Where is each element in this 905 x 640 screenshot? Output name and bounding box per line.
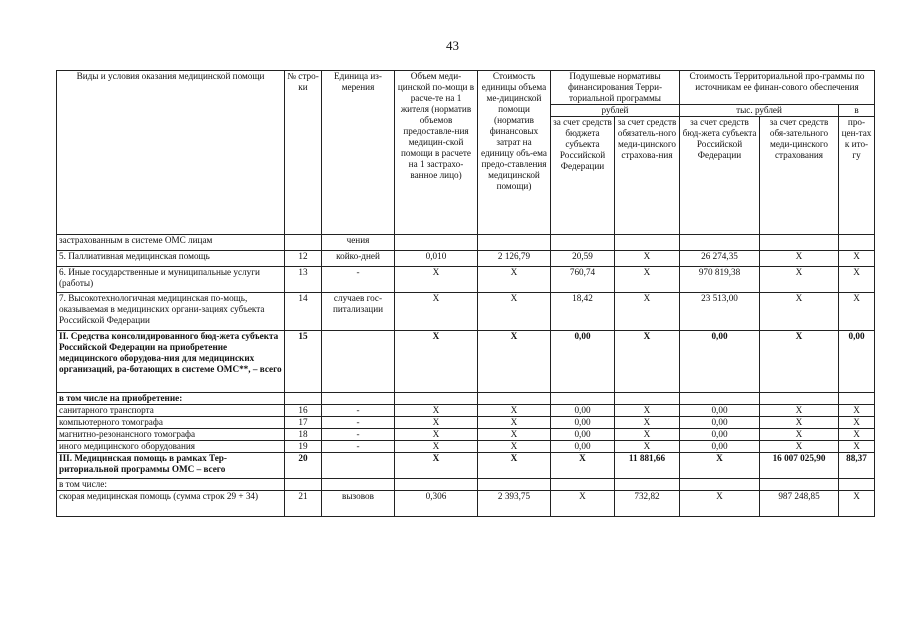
cell-co: Х xyxy=(760,293,839,331)
cell-num: 14 xyxy=(285,293,322,331)
cell-pct: 88,37 xyxy=(839,453,875,479)
cell-num: 19 xyxy=(285,441,322,453)
cell-cost: Х xyxy=(478,331,551,393)
cell-cb: 0,00 xyxy=(680,331,760,393)
cell-vol: Х xyxy=(395,405,478,417)
cell-name: 7. Высокотехнологичная медицинская по-мощь, оказываемая в медицинских органи-зациях субъекта Российской Федерации xyxy=(57,293,285,331)
cell-co: Х xyxy=(760,405,839,417)
cell-cost xyxy=(478,393,551,405)
cell-vol: Х xyxy=(395,331,478,393)
cell-pcb xyxy=(551,479,615,491)
cell-unit: - xyxy=(322,429,395,441)
cell-pco: Х xyxy=(615,429,680,441)
cell-cost: Х xyxy=(478,405,551,417)
cell-name: III. Медицинская помощь в рамках Тер-риториальной программы ОМС – всего xyxy=(57,453,285,479)
header-percent-b: про-цен-тах к ито-гу xyxy=(839,117,875,235)
cell-pct xyxy=(839,479,875,491)
cell-pco: Х xyxy=(615,331,680,393)
cell-cost: Х xyxy=(478,267,551,293)
header-pc-budget: за счет средств бюджета субъекта Российской Федерации xyxy=(551,117,615,235)
cell-pct: Х xyxy=(839,429,875,441)
cell-co xyxy=(760,235,839,251)
cell-vol: 0,306 xyxy=(395,491,478,517)
header-per-capita: Подушевые нормативы финансирования Терри-ториальной программы xyxy=(551,71,680,105)
cell-vol: Х xyxy=(395,267,478,293)
cell-unit xyxy=(322,479,395,491)
header-kind: Виды и условия оказания медицинской помощи xyxy=(57,71,285,235)
cell-num: 13 xyxy=(285,267,322,293)
cell-unit: - xyxy=(322,417,395,429)
cell-num xyxy=(285,393,322,405)
cell-vol: Х xyxy=(395,417,478,429)
cell-name: 5. Паллиативная медицинская помощь xyxy=(57,251,285,267)
cell-pct: Х xyxy=(839,405,875,417)
cell-vol xyxy=(395,235,478,251)
header-percent-a: в xyxy=(839,105,875,117)
cell-cb xyxy=(680,393,760,405)
cell-unit: - xyxy=(322,267,395,293)
cell-vol: Х xyxy=(395,453,478,479)
cell-cost: Х xyxy=(478,453,551,479)
cell-vol: Х xyxy=(395,429,478,441)
cell-unit: случаев гос-питализации xyxy=(322,293,395,331)
cell-vol: 0,010 xyxy=(395,251,478,267)
cell-co xyxy=(760,479,839,491)
table-row xyxy=(57,331,875,393)
cell-unit xyxy=(322,453,395,479)
cell-unit xyxy=(322,331,395,393)
cell-pct xyxy=(839,235,875,251)
cell-name: санитарного транспорта xyxy=(57,405,285,417)
cell-pco: Х xyxy=(615,441,680,453)
cell-unit: чения xyxy=(322,235,395,251)
header-volume: Объем меди-цинской по-мощи в расче-те на 1 жителя (норматив объемов предоставле-ния медицин-ской помощи в расчете на 1 застрахо-ванное лицо) xyxy=(395,71,478,235)
header-row-1 xyxy=(57,71,875,105)
table-row xyxy=(57,293,875,331)
cell-cb: 0,00 xyxy=(680,405,760,417)
table-row xyxy=(57,267,875,293)
table-row xyxy=(57,491,875,517)
cell-pcb: 0,00 xyxy=(551,429,615,441)
cell-pcb xyxy=(551,235,615,251)
cell-pct: Х xyxy=(839,267,875,293)
cell-vol xyxy=(395,479,478,491)
cell-cb: 0,00 xyxy=(680,429,760,441)
cell-pco: Х xyxy=(615,251,680,267)
table-row xyxy=(57,429,875,441)
cell-name: магнитно-резонансного томографа xyxy=(57,429,285,441)
cell-pcb xyxy=(551,393,615,405)
cell-pco: Х xyxy=(615,267,680,293)
cell-pco: 732,82 xyxy=(615,491,680,517)
table-row xyxy=(57,405,875,417)
cell-num: 20 xyxy=(285,453,322,479)
table-row xyxy=(57,251,875,267)
header-pc-oms: за счет средств обязатель-ного меди-цинского страхова-ния xyxy=(615,117,680,235)
cell-cost xyxy=(478,479,551,491)
cell-pcb: 0,00 xyxy=(551,331,615,393)
header-unit: Единица из-мерения xyxy=(322,71,395,235)
table-row xyxy=(57,235,875,251)
cell-vol: Х xyxy=(395,441,478,453)
cell-cb: 970 819,38 xyxy=(680,267,760,293)
cell-pco: Х xyxy=(615,293,680,331)
cell-pct: Х xyxy=(839,293,875,331)
cell-num: 17 xyxy=(285,417,322,429)
cell-pcb: Х xyxy=(551,453,615,479)
cell-name: иного медицинского оборудования xyxy=(57,441,285,453)
cell-cost: Х xyxy=(478,293,551,331)
cell-name: компьютерного томографа xyxy=(57,417,285,429)
table-row xyxy=(57,453,875,479)
cell-cb xyxy=(680,479,760,491)
cell-unit: вызовов xyxy=(322,491,395,517)
cell-name: 6. Иные государственные и муниципальные услуги (работы) xyxy=(57,267,285,293)
cell-pco xyxy=(615,393,680,405)
cell-co: 987 248,85 xyxy=(760,491,839,517)
cell-pct: 0,00 xyxy=(839,331,875,393)
cell-co: Х xyxy=(760,441,839,453)
cell-unit xyxy=(322,393,395,405)
header-row-number: № стро-ки xyxy=(285,71,322,235)
cell-pcb: Х xyxy=(551,491,615,517)
header-cost-budget: за счет средств бюд-жета субъекта Российской Федерации xyxy=(680,117,760,235)
cell-cost: 2 126,79 xyxy=(478,251,551,267)
cell-pco: Х xyxy=(615,405,680,417)
cell-cost: Х xyxy=(478,417,551,429)
cell-unit: - xyxy=(322,441,395,453)
table-row xyxy=(57,479,875,491)
cell-co: Х xyxy=(760,251,839,267)
cell-pct: Х xyxy=(839,491,875,517)
cell-vol: Х xyxy=(395,293,478,331)
cell-cost: 2 393,75 xyxy=(478,491,551,517)
cell-co: Х xyxy=(760,417,839,429)
cell-co: 16 007 025,90 xyxy=(760,453,839,479)
cell-cb: 26 274,35 xyxy=(680,251,760,267)
cell-name: II. Средства консолидированного бюд-жета субъекта Российской Федерации на приобретение медицинского оборудова-ния для медицинских организаций, ра-ботающих в системе ОМС**, – всего xyxy=(57,331,285,393)
table-row xyxy=(57,441,875,453)
cell-pcb: 0,00 xyxy=(551,441,615,453)
cell-name: застрахованным в системе ОМС лицам xyxy=(57,235,285,251)
table-row xyxy=(57,393,875,405)
cell-pco xyxy=(615,479,680,491)
header-unit-thousand: тыс. рублей xyxy=(680,105,839,117)
cell-cb xyxy=(680,235,760,251)
cell-cb: 0,00 xyxy=(680,441,760,453)
cell-name: скорая медицинская помощь (сумма строк 29 + 34) xyxy=(57,491,285,517)
page-number: 43 xyxy=(446,38,459,53)
table-row xyxy=(57,417,875,429)
cell-pcb: 18,42 xyxy=(551,293,615,331)
cell-num: 15 xyxy=(285,331,322,393)
cell-pcb: 0,00 xyxy=(551,405,615,417)
cell-cb: 0,00 xyxy=(680,417,760,429)
cell-num: 12 xyxy=(285,251,322,267)
table-body xyxy=(57,71,875,517)
cell-vol xyxy=(395,393,478,405)
cell-num: 18 xyxy=(285,429,322,441)
cell-num xyxy=(285,235,322,251)
cell-pcb: 760,74 xyxy=(551,267,615,293)
cell-unit: - xyxy=(322,405,395,417)
cell-name: в том числе: xyxy=(57,479,285,491)
cell-pct xyxy=(839,393,875,405)
cell-name: в том числе на приобретение: xyxy=(57,393,285,405)
cell-pcb: 0,00 xyxy=(551,417,615,429)
cell-pcb: 20,59 xyxy=(551,251,615,267)
cell-cb: 23 513,00 xyxy=(680,293,760,331)
cell-pct: Х xyxy=(839,441,875,453)
cell-pco: Х xyxy=(615,417,680,429)
cell-unit: койко-дней xyxy=(322,251,395,267)
cell-co xyxy=(760,393,839,405)
cell-cb: Х xyxy=(680,491,760,517)
cell-cost: Х xyxy=(478,429,551,441)
cell-num: 16 xyxy=(285,405,322,417)
cell-pct: Х xyxy=(839,251,875,267)
header-cost-oms: за счет средств обя-зательного меди-цинского страхования xyxy=(760,117,839,235)
cell-pco xyxy=(615,235,680,251)
header-program-cost: Стоимость Территориальной про-граммы по источникам ее финан-сового обеспечения xyxy=(680,71,875,105)
cell-co: Х xyxy=(760,267,839,293)
cell-cb: Х xyxy=(680,453,760,479)
cell-num xyxy=(285,479,322,491)
cell-cost: Х xyxy=(478,441,551,453)
header-unit-rub: рублей xyxy=(551,105,680,117)
data-table xyxy=(56,70,875,517)
cell-num: 21 xyxy=(285,491,322,517)
cell-co: Х xyxy=(760,331,839,393)
cell-pco: 11 881,66 xyxy=(615,453,680,479)
cell-pct: Х xyxy=(839,417,875,429)
cell-cost xyxy=(478,235,551,251)
header-unit-cost: Стоимость единицы объема ме-дицинской помощи (норматив финансовых затрат на единицу объ-ема предо-ставления медицинской помощи) xyxy=(478,71,551,235)
cell-co: Х xyxy=(760,429,839,441)
